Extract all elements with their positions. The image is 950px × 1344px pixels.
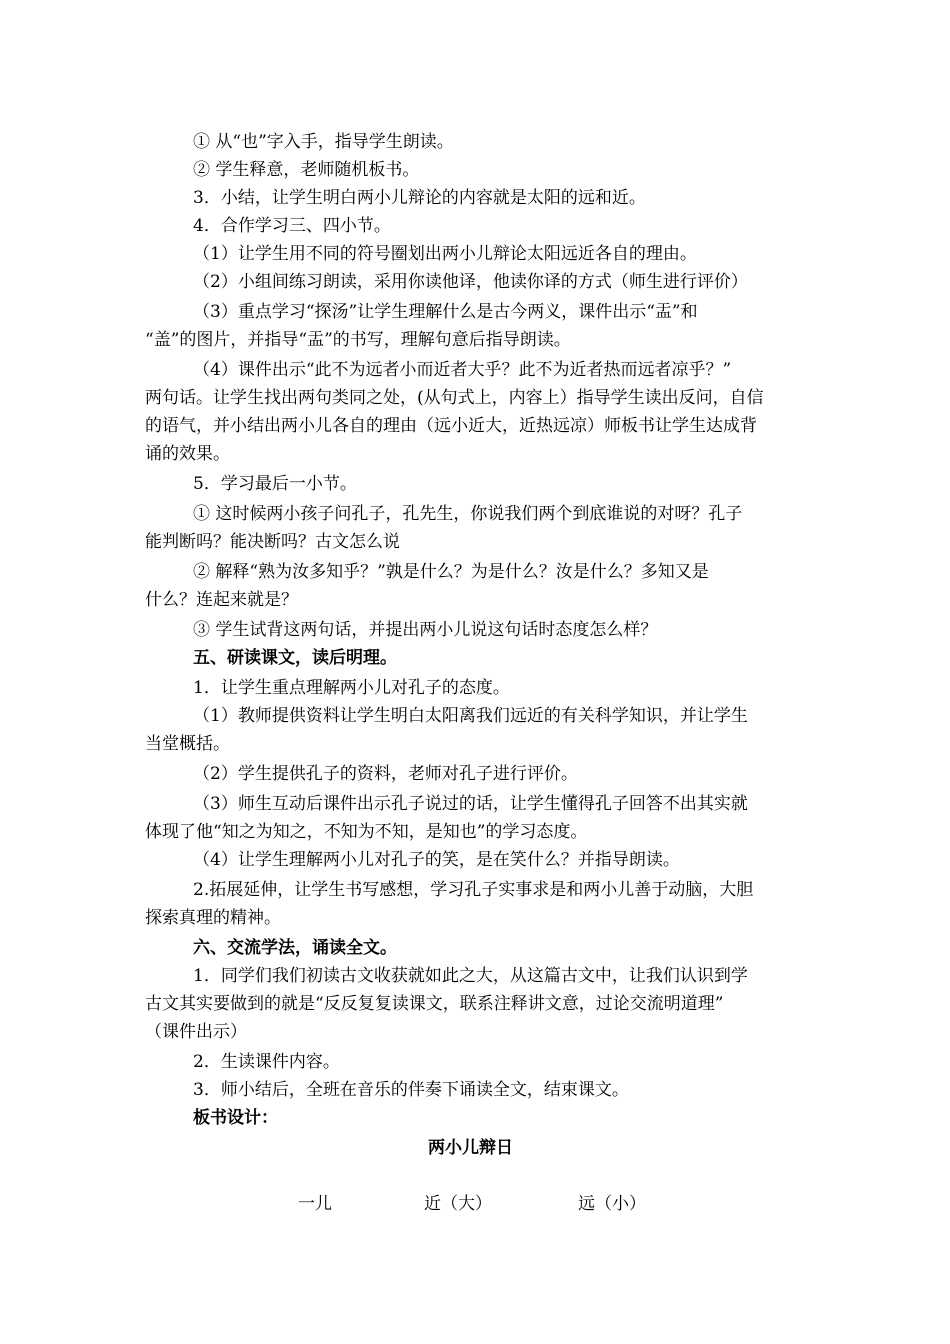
text-line: 什么？连起来就是？ [145,590,298,610]
board-col-far: 远（小） [578,1194,646,1214]
text-line: 当堂概括。 [145,734,230,754]
text-line: （1）教师提供资料让学生明白太阳离我们远近的有关科学知识，并让学生 [193,706,748,726]
text-line: 能判断吗？能决断吗？古文怎么说 [145,532,400,552]
text-line: ① 从“也”字入手，指导学生朗读。 [193,132,454,152]
text-line: （4）课件出示“此不为远者小而近者大乎？此不为近者热而远者凉乎？” [193,360,732,380]
board-col-near: 近（大） [424,1194,492,1214]
board-col-one: 一儿 [298,1194,332,1214]
text-line: 4．合作学习三、四小节。 [193,216,391,236]
board-design-label: 板书设计： [193,1108,278,1128]
text-line: 的语气，并小结出两小儿各自的理由（远小近大，近热远凉）师板书让学生达成背 [145,416,757,436]
text-line: “盖”的图片，并指导“盂”的书写，理解句意后指导朗读。 [145,330,571,350]
text-line: 5．学习最后一小节。 [193,474,357,494]
text-line: （3）重点学习“探汤”让学生理解什么是古今两义，课件出示“盂”和 [193,302,698,322]
text-line: 体现了他“知之为知之，不知为不知，是知也”的学习态度。 [145,822,588,842]
text-line: ② 学生释意，老师随机板书。 [193,160,420,180]
text-line: （2）学生提供孔子的资料，老师对孔子进行评价。 [193,764,578,784]
text-line: （2）小组间练习朗读，采用你读他译，他读你译的方式（师生进行评价） [193,272,748,292]
text-line: （1）让学生用不同的符号圈划出两小儿辩论太阳远近各自的理由。 [193,244,697,264]
text-line: 探索真理的精神。 [145,908,281,928]
text-line: 2．生读课件内容。 [193,1052,340,1072]
text-line: 2.拓展延伸，让学生书写感想，学习孔子实事求是和两小儿善于动脑，大胆 [193,880,754,900]
text-line: 两句话。让学生找出两句类同之处，(从句式上，内容上）指导学生读出反问，自信 [145,388,764,408]
text-line: （3）师生互动后课件出示孔子说过的话，让学生懂得孔子回答不出其实就 [193,794,748,814]
text-line: 诵的效果。 [145,444,230,464]
text-line: 1．让学生重点理解两小儿对孔子的态度。 [193,678,510,698]
text-line: ③ 学生试背这两句话，并提出两小儿说这句话时态度怎么样？ [193,620,658,640]
text-line: ① 这时候两小孩子问孔子，孔先生，你说我们两个到底谁说的对呀？孔子 [193,504,743,524]
board-title: 两小儿辩日 [428,1138,513,1158]
text-line: （4）让学生理解两小儿对孔子的笑，是在笑什么？并指导朗读。 [193,850,680,870]
section-heading: 五、研读课文，读后明理。 [193,648,397,668]
section-heading: 六、交流学法，诵读全文。 [193,938,397,958]
text-line: 古文其实要做到的就是“反反复复读课文，联系注释讲文意，过论交流明道理” [145,994,724,1014]
text-line: 3．师小结后，全班在音乐的伴奏下诵读全文，结束课文。 [193,1080,629,1100]
text-line: ② 解释“熟为汝多知乎？”孰是什么？为是什么？汝是什么？多知又是 [193,562,709,582]
text-line: （课件出示） [145,1022,247,1042]
text-line: 3．小结，让学生明白两小儿辩论的内容就是太阳的远和近。 [193,188,646,208]
text-line: 1．同学们我们初读古文收获就如此之大，从这篇古文中，让我们认识到学 [193,966,748,986]
